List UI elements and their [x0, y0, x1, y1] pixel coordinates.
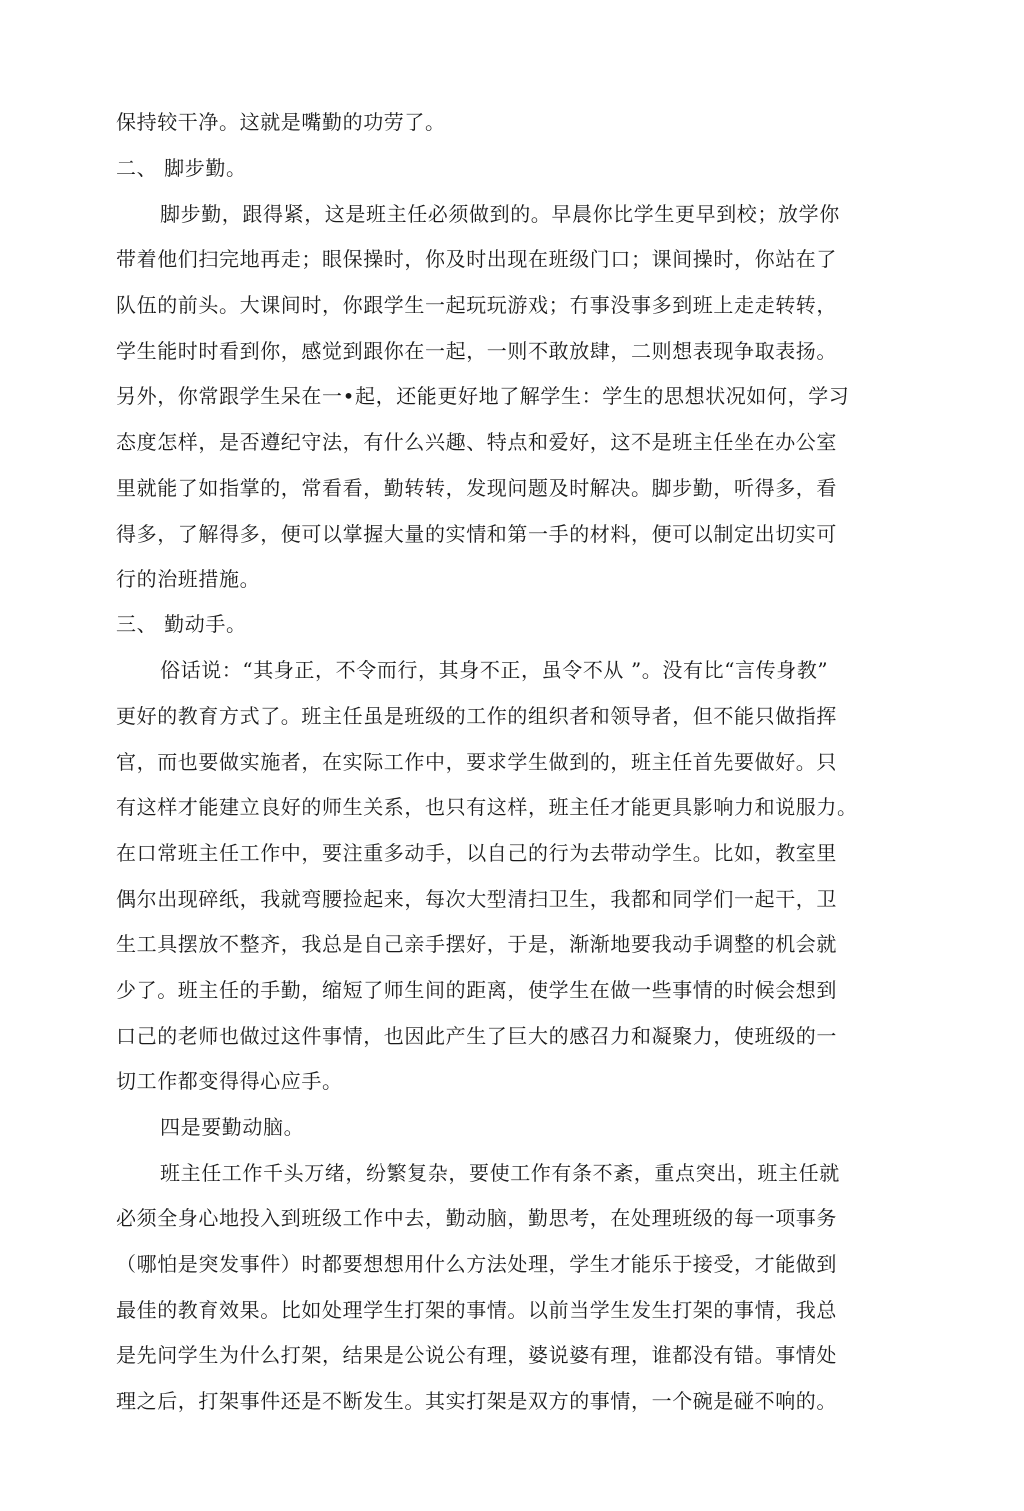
text-line: 脚步勤，跟得紧，这是班主任必须做到的。早晨你比学生更早到校；放学你	[160, 202, 840, 226]
text-line: 得多，了解得多，便可以掌握大量的实情和第一手的材料，便可以制定出切实可	[116, 522, 837, 546]
text-line: 口己的老师也做过这件事情，也因此产生了巨大的感召力和凝聚力，使班级的一	[116, 1024, 837, 1048]
text-line: 切工作都变得得心应手。	[116, 1069, 343, 1093]
text-line: 官，而也要做实施者，在实际工作中，要求学生做到的，班主任首先要做好。只	[116, 750, 837, 774]
text-line: 最佳的教育效果。比如处理学生打架的事情。以前当学生发生打架的事情，我总	[116, 1298, 837, 1322]
text-line: 学生能时时看到你，感觉到跟你在一起，一则不敢放肆，二则想表现争取表扬。	[116, 339, 837, 363]
text-line: 另外，你常跟学生呆在一•起，还能更好地了解学生：学生的思想状况如何，学习	[116, 384, 850, 408]
text-line: 必须全身心地投入到班级工作中去，勤动脑，勤思考，在处理班级的每一项事务	[116, 1206, 837, 1230]
section-heading: 三、 勤动手。	[116, 612, 247, 636]
text-line: 态度怎样，是否遵纪守法，有什么兴趣、特点和爱好，这不是班主任坐在办公室	[116, 430, 837, 454]
text-line: 是先问学生为什么打架，结果是公说公有理，婆说婆有理，谁都没有错。事情处	[116, 1343, 837, 1367]
text-line: 生工具摆放不整齐，我总是自己亲手摆好，于是，渐渐地要我动手调整的机会就	[116, 932, 837, 956]
text-line: 里就能了如指掌的，常看看，勤转转，发现问题及时解决。脚步勤，听得多，看	[116, 476, 837, 500]
section-heading: 四是要勤动脑。	[160, 1115, 305, 1139]
text-line: （哪怕是突发事件）时都要想想用什么方法处理，学生才能乐于接受，才能做到	[116, 1252, 837, 1276]
text-line: 保持较干净。这就是嘴勤的功劳了。	[116, 110, 446, 134]
text-line: 更好的教育方式了。班主任虽是班级的工作的组织者和领导者，但不能只做指挥	[116, 704, 837, 728]
text-line: 理之后，打架事件还是不断发生。其实打架是双方的事情，一个碗是碰不响的。	[116, 1389, 837, 1413]
text-line: 班主任工作千头万绪，纷繁复杂，要使工作有条不紊，重点突出，班主任就	[160, 1161, 840, 1185]
text-line: 少了。班主任的手勤，缩短了师生间的距离，使学生在做一些事情的时候会想到	[116, 978, 837, 1002]
text-line: 行的治班措施。	[116, 567, 261, 591]
text-line: 俗话说：“其身正，不令而行，其身不正，虽令不从 ”。没有比“言传身教”	[160, 658, 829, 682]
text-line: 在口常班主任工作中，要注重多动手，以自己的行为去带动学生。比如，教室里	[116, 841, 837, 865]
text-line: 带着他们扫完地再走；眼保操时，你及时出现在班级门口；课间操时，你站在了	[116, 247, 837, 271]
text-line: 偶尔出现碎纸，我就弯腰捡起来，每次大型清扫卫生，我都和同学们一起干，卫	[116, 887, 837, 911]
text-line: 有这样才能建立良好的师生关系，也只有这样，班主任才能更具影响力和说服力。	[116, 795, 858, 819]
section-heading: 二、 脚步勤。	[116, 156, 247, 180]
text-line: 队伍的前头。大课间时，你跟学生一起玩玩游戏；冇事没事多到班上走走转转，	[116, 293, 837, 317]
